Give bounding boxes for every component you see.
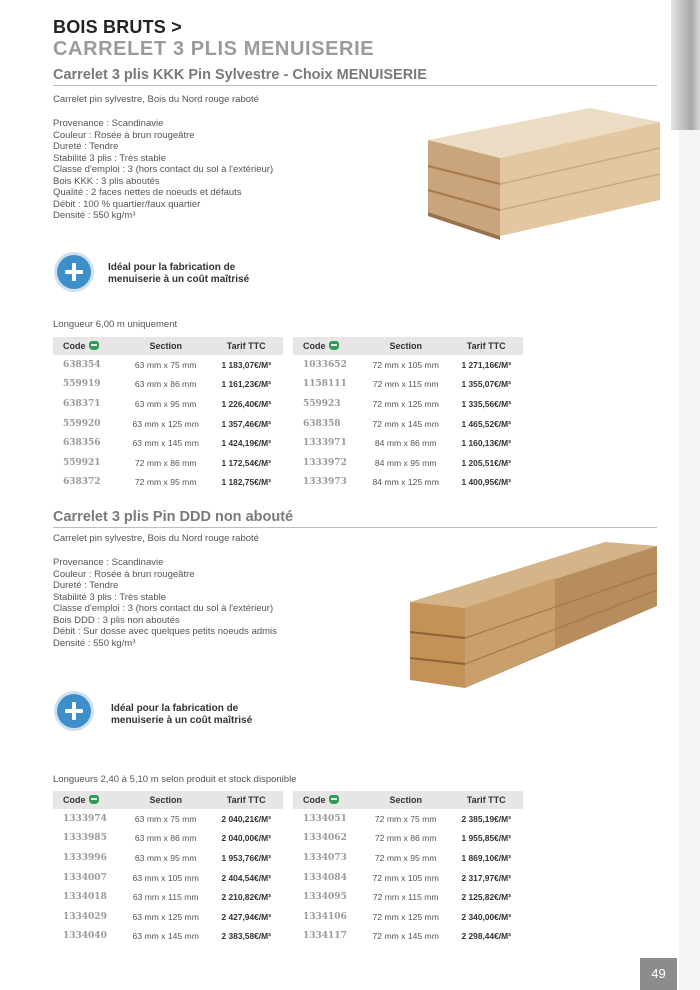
- table-row: [293, 473, 523, 493]
- product-price: 1 335,56€/M³: [461, 398, 511, 409]
- section2-price-table-right: [293, 791, 523, 946]
- product-price: 1 271,16€/M³: [461, 359, 511, 370]
- product-code: 1333973: [303, 477, 347, 488]
- product-price: 1 869,10€/M³: [461, 852, 511, 863]
- table-row: [53, 887, 283, 907]
- product-code: 1333972: [303, 457, 347, 468]
- product-section: 63 mm x 95 mm: [134, 852, 197, 863]
- product-price: 1 161,23€/M³: [221, 379, 271, 390]
- product-image-ddd-timber: [405, 540, 660, 690]
- spec-line: Provenance : Scandinavie: [53, 118, 164, 129]
- product-code: 638356: [63, 438, 101, 449]
- code-header: [53, 791, 122, 809]
- spec-line: Provenance : Scandinavie: [53, 557, 164, 568]
- table-row: [53, 394, 283, 414]
- table-row: [53, 848, 283, 868]
- section1-intro: Carrelet pin sylvestre, Bois du Nord rouge raboté: [53, 94, 259, 105]
- ideal-line-1: Idéal pour la fabrication de: [108, 262, 236, 273]
- product-code: 559921: [63, 457, 101, 468]
- section1-lengths: Longueur 6,00 m uniquement: [53, 319, 178, 330]
- table-row: [53, 375, 283, 395]
- product-price: 1 205,51€/M³: [461, 457, 511, 468]
- category-title: BOIS BRUTS >: [53, 17, 182, 37]
- product-section: 63 mm x 86 mm: [134, 833, 197, 844]
- code-header-label: Code: [63, 795, 86, 805]
- product-section: 63 mm x 95 mm: [134, 398, 197, 409]
- page-edge-decoration: [671, 0, 700, 130]
- product-section: 72 mm x 86 mm: [134, 457, 197, 468]
- product-section: 72 mm x 145 mm: [372, 931, 439, 942]
- table-header-row: [53, 337, 283, 355]
- spec-line: Stabilité 3 plis : Très stable: [53, 591, 166, 603]
- product-price: 2 040,00€/M³: [221, 833, 271, 844]
- product-code: 1334040: [63, 931, 107, 942]
- ideal-line-1: Idéal pour la fabrication de: [111, 703, 239, 714]
- table-row: [53, 414, 283, 434]
- table-row: [293, 868, 523, 888]
- cart-icon: [329, 341, 339, 350]
- product-price: 1 400,95€/M³: [461, 477, 511, 488]
- product-section: 72 mm x 125 mm: [372, 911, 439, 922]
- product-code: 1334007: [63, 872, 107, 883]
- product-code: 1334084: [303, 872, 347, 883]
- price-header: Tarif TTC: [209, 337, 283, 355]
- product-section: 63 mm x 115 mm: [132, 892, 199, 903]
- section-header: Section: [122, 791, 209, 809]
- product-code: 1334073: [303, 852, 347, 863]
- cart-icon: [329, 795, 339, 804]
- product-code: 638354: [63, 359, 101, 370]
- product-code: 559920: [63, 418, 101, 429]
- section1-title: Carrelet 3 plis KKK Pin Sylvestre - Choix MENUISERIE: [53, 67, 427, 83]
- page-number: 49: [640, 958, 677, 990]
- plus-icon: [57, 255, 91, 289]
- product-code: 1334106: [303, 911, 347, 922]
- spec-line: Classe d'emploi : 3 (hors contact du sol à l'extérieur): [53, 164, 274, 175]
- product-price: 2 427,94€/M³: [221, 911, 271, 922]
- product-price: 1 955,85€/M³: [461, 833, 511, 844]
- table-row: [293, 414, 523, 434]
- ideal-line-2: menuiserie à un coût maîtrisé: [111, 714, 253, 726]
- table-row: [293, 887, 523, 907]
- product-section: 72 mm x 105 mm: [372, 872, 439, 883]
- section2-rule: [53, 527, 657, 528]
- spec-line: Débit : Sur dosse avec quelques petits noeuds admis: [53, 626, 277, 637]
- product-code: 1333974: [63, 813, 107, 824]
- code-header-label: Code: [63, 341, 86, 351]
- section-header: Section: [122, 337, 209, 355]
- product-code: 1334117: [303, 931, 347, 942]
- spec-line: Dureté : Tendre: [53, 580, 119, 591]
- cart-icon: [89, 341, 99, 350]
- price-header: Tarif TTC: [449, 791, 523, 809]
- spec-line: Bois DDD : 3 plis non aboutés: [53, 614, 180, 626]
- table-header-row: [293, 337, 523, 355]
- product-price: 1 172,54€/M³: [221, 457, 271, 468]
- product-code: 559923: [303, 398, 341, 409]
- product-section: 63 mm x 86 mm: [134, 379, 197, 390]
- price-header: Tarif TTC: [209, 791, 283, 809]
- product-code: 559919: [63, 379, 101, 390]
- spec-line: Couleur : Rosée à brun rougeâtre: [53, 129, 195, 141]
- product-price: 2 040,21€/M³: [221, 813, 271, 824]
- section1-price-table-left: [53, 337, 283, 492]
- section2-ideal: [111, 703, 291, 726]
- code-header: [293, 337, 362, 355]
- product-code: 1333996: [63, 852, 107, 863]
- section1-rule: [53, 85, 657, 86]
- product-code: 638371: [63, 398, 101, 409]
- table-row: [53, 907, 283, 927]
- table-row: [53, 433, 283, 453]
- table-row: [293, 829, 523, 849]
- product-price: 2 404,54€/M³: [221, 872, 271, 883]
- section1-price-table-right: [293, 337, 523, 492]
- table-row: [293, 375, 523, 395]
- product-section: 72 mm x 86 mm: [374, 833, 437, 844]
- plus-icon: [57, 694, 91, 728]
- table-header-row: [293, 791, 523, 809]
- product-section: 84 mm x 95 mm: [374, 457, 437, 468]
- product-price: 1 465,52€/M³: [461, 418, 511, 429]
- product-code: 1334029: [63, 911, 107, 922]
- table-header-row: [53, 791, 283, 809]
- price-header: Tarif TTC: [449, 337, 523, 355]
- product-price: 1 183,07€/M³: [221, 359, 271, 370]
- section1-specs: [53, 118, 273, 222]
- spec-line: Débit : 100 % quartier/faux quartier: [53, 198, 201, 210]
- product-section: 63 mm x 145 mm: [132, 438, 199, 449]
- product-code: 1158111: [303, 379, 347, 390]
- product-section: 84 mm x 125 mm: [372, 477, 439, 488]
- product-code: 1333985: [63, 833, 107, 844]
- spec-line: Dureté : Tendre: [53, 141, 119, 152]
- product-price: 2 385,19€/M³: [461, 813, 511, 824]
- product-price: 1 357,46€/M³: [221, 418, 271, 429]
- product-price: 2 125,82€/M³: [461, 892, 511, 903]
- page-edge-strip: [679, 130, 700, 990]
- table-row: [293, 355, 523, 375]
- product-section: 72 mm x 95 mm: [374, 852, 437, 863]
- product-section: 72 mm x 145 mm: [372, 418, 439, 429]
- product-section: 84 mm x 86 mm: [374, 438, 437, 449]
- product-price: 2 317,97€/M³: [461, 872, 511, 883]
- spec-line: Couleur : Rosée à brun rougeâtre: [53, 568, 195, 580]
- product-section: 63 mm x 75 mm: [134, 813, 197, 824]
- table-row: [293, 453, 523, 473]
- table-row: [53, 355, 283, 375]
- product-section: 72 mm x 125 mm: [372, 398, 439, 409]
- product-code: 1334018: [63, 892, 107, 903]
- product-section: 72 mm x 75 mm: [374, 813, 437, 824]
- table-row: [53, 829, 283, 849]
- table-row: [293, 809, 523, 829]
- spec-line: Classe d'emploi : 3 (hors contact du sol à l'extérieur): [53, 603, 274, 614]
- spec-line: Qualité : 2 faces nettes de noeuds et défauts: [53, 187, 242, 198]
- spec-line: Stabilité 3 plis : Très stable: [53, 152, 166, 164]
- spec-line: Densité : 550 kg/m³: [53, 637, 136, 649]
- table-row: [293, 848, 523, 868]
- section2-lengths: Longueurs 2,40 à 5,10 m selon produit et stock disponible: [53, 774, 297, 785]
- product-section: 63 mm x 105 mm: [132, 872, 199, 883]
- product-price: 2 340,00€/M³: [461, 911, 511, 922]
- product-section: 63 mm x 75 mm: [134, 359, 197, 370]
- code-header: [293, 791, 362, 809]
- product-code: 1334095: [303, 892, 347, 903]
- product-section: 72 mm x 95 mm: [134, 477, 197, 488]
- table-row: [293, 433, 523, 453]
- product-code: 638358: [303, 418, 341, 429]
- spec-line: Densité : 550 kg/m³: [53, 210, 136, 221]
- page-title: CARRELET 3 PLIS MENUISERIE: [53, 38, 375, 60]
- code-header-label: Code: [303, 341, 326, 351]
- section1-ideal: [108, 262, 288, 285]
- table-row: [293, 394, 523, 414]
- code-header-label: Code: [303, 795, 326, 805]
- code-header: [53, 337, 122, 355]
- table-row: [53, 927, 283, 947]
- product-price: 1 182,75€/M³: [221, 477, 271, 488]
- product-price: 1 355,07€/M³: [461, 379, 511, 390]
- section-header: Section: [362, 337, 449, 355]
- product-section: 63 mm x 125 mm: [132, 911, 199, 922]
- product-section: 63 mm x 125 mm: [132, 418, 199, 429]
- table-row: [53, 868, 283, 888]
- section-header: Section: [362, 791, 449, 809]
- product-code: 1334062: [303, 833, 347, 844]
- product-image-kkk-timber: [420, 100, 660, 240]
- product-price: 1 226,40€/M³: [221, 398, 271, 409]
- cart-icon: [89, 795, 99, 804]
- table-row: [293, 907, 523, 927]
- section2-title: Carrelet 3 plis Pin DDD non abouté: [53, 509, 294, 525]
- product-section: 72 mm x 105 mm: [372, 359, 439, 370]
- product-price: 2 210,82€/M³: [221, 892, 271, 903]
- product-price: 2 383,58€/M³: [221, 931, 271, 942]
- table-row: [53, 473, 283, 493]
- product-section: 63 mm x 145 mm: [132, 931, 199, 942]
- product-code: 1033652: [303, 359, 347, 370]
- product-code: 1334051: [303, 813, 347, 824]
- table-row: [53, 809, 283, 829]
- spec-line: Bois KKK : 3 plis aboutés: [53, 175, 160, 187]
- product-section: 72 mm x 115 mm: [372, 379, 439, 390]
- product-price: 2 298,44€/M³: [461, 931, 511, 942]
- table-row: [293, 927, 523, 947]
- ideal-line-2: menuiserie à un coût maîtrisé: [108, 273, 250, 285]
- section2-price-table-left: [53, 791, 283, 946]
- product-price: 1 953,76€/M³: [221, 852, 271, 863]
- product-code: 1333971: [303, 438, 347, 449]
- section2-specs: [53, 557, 277, 649]
- section2-intro: Carrelet pin sylvestre, Bois du Nord rouge raboté: [53, 533, 259, 544]
- product-code: 638372: [63, 477, 101, 488]
- table-row: [53, 453, 283, 473]
- product-price: 1 424,19€/M³: [221, 438, 271, 449]
- product-section: 72 mm x 115 mm: [372, 892, 439, 903]
- product-price: 1 160,13€/M³: [461, 438, 511, 449]
